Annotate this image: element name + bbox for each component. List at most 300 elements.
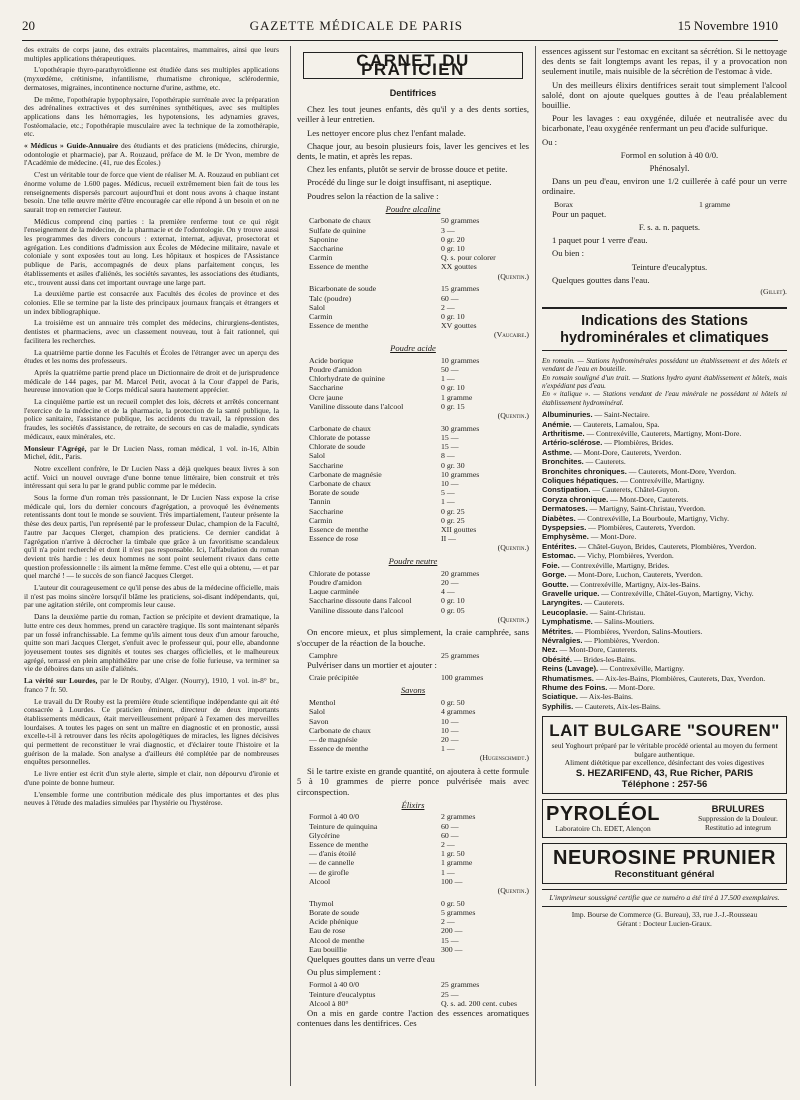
quantity: 50 — (441, 364, 459, 374)
paragraph: On encore mieux, et plus simplement, la craie camphrée, sans s'occuper de la réaction de la bouche. (297, 627, 529, 648)
station-places: — Saint-Christau. (588, 607, 646, 617)
quantity: 5 grammes (441, 907, 476, 917)
recipe-table (309, 698, 525, 753)
recipe-row (309, 424, 525, 433)
station-entry (542, 476, 787, 485)
quantity: 25 grammes (441, 980, 480, 990)
recipe-row (309, 365, 525, 374)
station-condition: Rhumatismes. (542, 673, 594, 683)
station-condition: Emphysème. (542, 532, 589, 542)
quantity: 0 gr. 10 (441, 596, 465, 606)
station-entry (542, 655, 787, 664)
station-entry (542, 438, 787, 447)
quantity: 0 gr. 05 (441, 605, 465, 615)
recipe-row (309, 497, 525, 506)
ingredient: Carbonate de chaux (309, 478, 371, 488)
station-places: — Châtel-Guyon, Brides, Cauterets, Plombières, Yverdon. (576, 541, 757, 551)
station-entry (542, 692, 787, 701)
ad-title: NEUROSINE PRUNIER (553, 846, 776, 869)
ingredient: Alcool de menthe (309, 935, 365, 945)
ingredient: Essence de menthe (309, 840, 369, 850)
ingredient: Saccharine (309, 244, 344, 254)
station-condition: Entérites. (542, 541, 577, 551)
ingredient: Chlorate de soude (309, 442, 366, 452)
recipe-table (309, 673, 525, 682)
ad-text: Aliment diététique par excellence, désinfectant des voies digestives (564, 758, 765, 768)
quantity: 20 — (441, 735, 459, 744)
recipe-row (309, 735, 525, 744)
paragraph: Les nettoyer encore plus chez l'enfant malade. (307, 127, 466, 138)
recipe-row (309, 321, 525, 330)
printer: Imp. Bourse de Commerce (G. Bureau), 33, rue J.-J.-Rousseau (571, 910, 758, 920)
paragraph: Dans un peu d'eau, environ une 1/2 cuillerée à café pour un verre ordinaire. (542, 176, 787, 197)
ingredient: Saccharine (309, 506, 344, 516)
paragraph: Ou plus simplement : (307, 967, 381, 978)
quantity: 0 gr. 50 (441, 698, 465, 708)
legend-item: En romain. — Stations hydrominérales possédant un établissement et des hôtels et vendant de l'eau en bouteille. (542, 356, 787, 374)
quantity: 300 — (441, 944, 463, 954)
ingredient: Alcool à 80° (309, 998, 349, 1008)
ingredient: Laque carminée (309, 587, 359, 597)
recipe-heading: Élixirs (401, 799, 425, 810)
station-condition: Goutte. (542, 579, 569, 589)
recipe-source: (Hugenschmidt.) (479, 753, 529, 763)
paragraph: La quatrième partie donne les Facultés et Écoles de l'étranger avec un aperçu des études et les noms des professeurs. (24, 347, 279, 366)
recipe-row (309, 303, 525, 312)
quantity: XV gouttes (441, 321, 477, 331)
paragraph: Ou : (542, 136, 558, 147)
paragraph: Quelques gouttes dans l'eau. (552, 274, 650, 285)
paragraph: La troisième est un annuaire très complet des médecins, chirurgiens-dentistes, dentistes et pharmaciens, avec un classement nouveau, tout à fait rationnel, qui facilitera les recherches. (24, 318, 279, 345)
ingredient: Ocre jaune (309, 392, 343, 402)
ingredient: Carbonate de chaux (309, 216, 371, 226)
ingredient: Craie précipitée (309, 673, 359, 683)
recipe-row (309, 707, 525, 716)
station-places: — Plombières, Yverdon. (582, 635, 660, 645)
carnet-title: CARNET DU PRATICIEN (303, 52, 523, 79)
station-places: — Salins-Moutiers. (592, 617, 655, 627)
station-places: — Mont-Dore, Luchon, Cauterets, Yverdon. (566, 570, 703, 580)
paragraph: essences agissent sur l'estomac en excitant sa sécrétion. Si le nettoyage des dents se fait longtemps avant les repas, il y a provocation non seulement inutile, mais nuisible de la sécrétion de l'estomac à vide. (542, 46, 787, 77)
station-entry (542, 457, 787, 466)
quantity: 0 gr. 10 (441, 311, 465, 321)
ingredient: Carmin (309, 515, 333, 525)
recipe-source: (Gillet). (760, 287, 787, 297)
ingredient: Salol (309, 451, 326, 461)
ingredient: Essence de menthe (309, 744, 369, 754)
recipe-row (309, 461, 525, 470)
paragraph: Médicus comprend cinq parties : la première renferme tout ce qui régit l'enseignement de la médecine, de la pharmacie et de l'odontologie. On y trouve aussi les programmes des divers concours : externat, internat, adjuvat, prosectorat et agrégation. Les conditions d'admission aux Écoles de Médecine militaire, navale et coloniale y sont exposées tout au long. Les hôpitaux et hospices de l'Assistance publique de Paris, accompagnés de deux plans parfaitement conçus, les établissements et asiles d'aliénés, les sociétés savantes, les associations des étudiants, etc., trouvent aussi dans cet important ouvrage une large part. (24, 216, 279, 287)
station-places: — Plombières, Cauterets, Yverdon. (586, 523, 696, 533)
station-entry (542, 570, 787, 579)
ad-text: seul Yoghourt préparé par le véritable procédé oriental au moyen du ferment bulgare authentique. (551, 741, 778, 759)
recipe-row (309, 596, 525, 605)
quantity: 25 grammes (441, 650, 480, 660)
recipe-source: (Quentin.) (497, 886, 529, 896)
ingredient: Bicarbonate de soude (309, 284, 377, 294)
ingredient: Borate de soude (309, 907, 360, 917)
paragraph: La cinquième partie est un recueil complet des lois, décrets et arrêtés concernant l'exercice de la médecine et de la pharmacie, la protection de la santé publique, la police sanitaire, l'assistance publique, les accidents du travail, la répression des fraudes, les sociétés d'assistance, de retraite, de secours en cas de maladie, syndicats médicaux, eaux minérales, etc. (24, 397, 279, 441)
ingredient: Formol à 40 0/0 (309, 812, 360, 822)
recipe-row (309, 284, 525, 293)
station-condition: Dermatoses. (542, 504, 588, 514)
ingredient: Saccharine (309, 383, 344, 393)
stations-title: Indications des Stations hydrominérales et climatiques (542, 307, 787, 351)
quantity: 1 gramme (441, 858, 473, 868)
stations-list (542, 410, 787, 711)
quantity: II — (441, 534, 456, 544)
quantity: 3 — (441, 225, 455, 235)
station-entry (542, 664, 787, 673)
paragraph: C'est un véritable tour de force que vient de réaliser M. A. Rouzaud en publiant cet énorme volume de 1.600 pages. Médicus, recueil extrêmement bien fait de tous les renseignements dispersés parcourt aujourd'hui et dont nous avons à chaque instant besoin. Une telle œuvre mérite d'être encouragée car elle répond à un besoin et on ne saurait trop en remercier l'auteur. (24, 170, 279, 214)
quantity: 60 — (441, 830, 459, 840)
recipe-row (309, 244, 525, 253)
recipe-row (309, 235, 525, 244)
station-entry (542, 627, 787, 636)
station-places: — Plombières, Brides. (602, 438, 674, 448)
recipe-source: (Quentin.) (497, 411, 529, 420)
station-entry (542, 523, 787, 532)
quantity: 5 — (441, 488, 455, 498)
station-places: — Contrexéville, Châtel-Guyon, Martigny, Vichy. (599, 588, 754, 598)
ingredient: Borax (554, 199, 574, 209)
column-right (535, 46, 787, 1086)
quantity: Q. s. ad. 200 cent. cubes (441, 998, 518, 1008)
recipe-table (309, 651, 525, 660)
recipe-row (309, 525, 525, 534)
paragraph: Teinture d'eucalyptus. (631, 261, 708, 272)
paragraph: Quelques gouttes dans un verre d'eau (307, 953, 435, 964)
ingredient: Chlorhydrate de quinine (309, 374, 385, 384)
station-places: — Contrexéville, Martigny, Aix-les-Bains. (568, 579, 701, 589)
quantity: 10 — (441, 716, 459, 726)
station-entry (542, 495, 787, 504)
station-places: — Mont-Dore, Cauterets. (608, 494, 689, 504)
station-entry (542, 617, 787, 626)
station-entry (542, 702, 787, 711)
recipe-row (309, 569, 525, 578)
page-number: 20 (22, 18, 35, 33)
quantity: 4 grammes (441, 707, 476, 717)
station-condition: Obésité. (542, 654, 572, 664)
ad-neurosine (542, 843, 787, 884)
recipe-row (309, 516, 525, 525)
ingredient: Essence de rose (309, 534, 359, 544)
ingredient: Saccharine (309, 460, 344, 470)
review-agrege (24, 445, 279, 462)
ingredient: Eau de rose (309, 926, 346, 936)
ad-pyroleol (542, 799, 787, 838)
paragraph: Ou bien : (552, 248, 584, 259)
station-condition: Laryngites. (542, 598, 583, 608)
station-entry (542, 580, 787, 589)
paragraph: L'auteur dit courageusement ce qu'il pense des abus de la médecine officielle, mais il n'est pas moins sincère lorsqu'il blâme les praticiens, soi-disant indépendants, qui, par une agitation stérile, ont compromis leur cause. (24, 583, 279, 610)
station-places: — Aix-les-Bains. (577, 692, 633, 702)
recipe-table (554, 200, 783, 209)
station-condition: Sciatique. (542, 692, 578, 702)
station-places: — Cauterets, Aix-les-Bains. (573, 701, 661, 711)
ingredient: Teinture d'eucalyptus (309, 989, 376, 999)
ingredient: — de cannelle (309, 858, 355, 868)
station-entry (542, 645, 787, 654)
quantity: 25 — (441, 989, 459, 999)
ingredient: Tannin (309, 497, 331, 507)
paragraph: 1 paquet pour 1 verre d'eau. (552, 235, 648, 246)
paragraph: Le livre entier est écrit d'un style alerte, simple et clair, non dépourvu d'ironie et d'une pointe de bonne humeur. (24, 769, 279, 787)
paragraph: De même, l'opothérapie hypophysaire, l'opothérapie surrénale avec la préparation des adrénalines extractives et des surrénines synthétiques, avec ses multiples applications dans les hémorragies, les hypotensions, les adynamies graves, l'ostéomalacie, etc.; l'opothérapie musculaire avec la technique de la zomothérapie, etc. (24, 94, 279, 139)
station-condition: Dyspepsies. (542, 523, 587, 533)
station-entry (542, 598, 787, 607)
station-places: — Cauterets, Châtel-Guyon. (590, 485, 680, 495)
quantity: 2 — (441, 302, 455, 312)
ingredient: Eau bouillie (309, 944, 347, 954)
quantity: 15 — (441, 442, 459, 452)
quantity: 15 — (441, 935, 459, 945)
recipe-source: (Vaucaire.) (494, 330, 529, 340)
ad-subtitle: BRULURES (711, 804, 765, 816)
station-places: — Mont-Dore. (588, 532, 637, 542)
ad-address: S. HEZARIFEND, 43, Rue Richer, PARIS (575, 767, 754, 779)
station-entry (542, 674, 787, 683)
station-condition: Gorge. (542, 570, 567, 580)
recipe-row (309, 383, 525, 392)
ingredient: Acide borique (309, 355, 354, 365)
imprint-note: L'imprimeur soussigné certifie que ce numéro a été tiré à 17.500 exemplaires. (549, 892, 780, 902)
quantity: Q. s. pour colorer (441, 253, 496, 263)
review-title: « Médicus » Guide-Annuaire (24, 141, 119, 151)
station-entry (542, 448, 787, 457)
recipe-source: (Quentin.) (497, 614, 529, 624)
station-condition: Coliques hépatiques. (542, 476, 619, 486)
quantity: 2 — (441, 917, 455, 927)
ingredient: Camphre (309, 650, 338, 660)
station-places: — Brides-les-Bains. (571, 654, 636, 664)
column-reviews (24, 46, 279, 1086)
quantity: 50 grammes (441, 216, 480, 226)
station-places: — Mont-Dore, Cauterets, Yverdon. (571, 447, 682, 457)
section-subtitle: Dentifrices (389, 88, 437, 99)
station-entry (542, 542, 787, 551)
paragraph: Poudres selon la réaction de la salive : (307, 190, 439, 201)
station-condition: Métrites. (542, 626, 574, 636)
station-condition: Bronchites. (542, 457, 584, 467)
paragraph: Pour les lavages : eau oxygénée, diluée et neutralisée avec du bicarbonate, l'eau oxygénée renfermant un peu d'acide sulfurique. (542, 113, 787, 134)
legend-item: En « italique ». — Stations vendant de l'eau minérale ne possédant ni hôtels ni établissement hydrominéral. (542, 390, 787, 407)
quantity: 8 — (441, 451, 455, 461)
recipe-row (554, 200, 783, 209)
recipe-table (309, 216, 525, 271)
divider (542, 906, 787, 907)
paragraph: Dans la deuxième partie du roman, l'action se précipite et devient dramatique, la lutte entre ces deux hommes, prend un caractère tragique. Ils sont maintenant séparés par un fossé infranchissable. La femme qu'ils aiment tous deux d'un amour farouche, quitte son mari Jacques Clerget, s'enfuit avec le professeur qui, pour elle, abandonne joyeusement toutes ses dignités et toutes ses charges officielles, et le malheureux agrégé, terrassé en plein amphithéâtre par une crise de folie furieuse, va terminer sa vie de déboires dans un asile d'aliénés. (24, 612, 279, 674)
station-condition: Syphilis. (542, 701, 574, 711)
station-places: — Plombières, Yverdon, Salins-Moutiers. (573, 626, 703, 636)
station-places: — Mont-Dore, Cauterets. (557, 645, 638, 655)
station-entry (542, 551, 787, 560)
station-places: — Martigny, Saint-Christau, Yverdon. (587, 504, 706, 514)
quantity: 0 gr. 30 (441, 460, 465, 470)
recipe-row (309, 717, 525, 726)
ad-title: LAIT BULGARE "SOUREN" (549, 721, 780, 741)
recipe-row (309, 606, 525, 615)
ingredient: Essence de menthe (309, 321, 369, 331)
recipe-table (309, 424, 525, 544)
recipe-row (309, 999, 525, 1008)
station-condition: Constipation. (542, 485, 591, 495)
recipe-row (309, 868, 525, 877)
station-entry (542, 532, 787, 541)
quantity: 2 — (441, 840, 455, 850)
paragraph: Phénosalyl. (649, 163, 690, 174)
ingredient: — de magnésie (309, 735, 358, 744)
station-entry (542, 467, 787, 476)
issue-date: 15 Novembre 1910 (677, 18, 778, 33)
review-title: Monsieur l'Agrégé, (24, 443, 87, 453)
paragraph: Chez les tout jeunes enfants, dès qu'il y a des dents sorties, veiller à leur entretien. (297, 104, 529, 125)
ingredient: Thymol (309, 898, 334, 908)
ingredient: Essence de menthe (309, 524, 369, 534)
quantity: 1 gramme (441, 392, 473, 402)
paragraph: Chaque jour, au besoin plusieurs fois, laver les gencives et les dents, le matin, et après les repas. (297, 140, 529, 161)
ad-text: Suppression de la Douleur. Restitutio ad integrum (698, 814, 778, 832)
paragraph: Procédé du linge sur le doigt insuffisant, ni aseptique. (307, 177, 492, 188)
recipe-row (309, 374, 525, 383)
recipe-row (309, 936, 525, 945)
paragraph: La deuxième partie est consacrée aux Facultés des écoles de province et des colonies. Elle se termine par la liste des principaux journaux français et étrangers et un index bibliographique. (24, 289, 279, 316)
station-condition: Gravelle urique. (542, 588, 600, 598)
quantity: 10 grammes (441, 469, 480, 479)
gerant: Gérant : Docteur Lucien-Graux. (617, 918, 712, 928)
quantity: 60 — (441, 821, 459, 831)
ingredient: Salol (309, 302, 326, 312)
station-condition: Reins (Lavage). (542, 664, 599, 674)
quantity: 1 gramme (699, 199, 731, 209)
station-places: — Cauterets. (582, 598, 625, 608)
ingredient: Carmin (309, 253, 333, 263)
ingredient: Carmin (309, 311, 333, 321)
station-places: — Mont-Dore. (607, 682, 655, 692)
paragraph: F. s. a. n. paquets. (638, 222, 701, 233)
recipe-table (309, 812, 525, 886)
ingredient: Glycérine (309, 830, 340, 840)
quantity: 0 gr. 25 (441, 506, 465, 516)
recipe-row (309, 908, 525, 917)
ingredient: Saponine (309, 234, 339, 244)
ingredient: Carbonate de magnésie (309, 469, 382, 479)
station-entry (542, 636, 787, 645)
paragraph: Le travail du Dr Rouby est la première étude scientifique indépendante qui ait été consacrée à Lourdes. Ce praticien éminent, directeur de deux importants établissements médicaux, était merveilleusement préparé à l'examen des merveilles lourdaises. A toutes les pages on sent un maître en diagnostic et en pronostic, aussi excelle-t-il à retrouver dans les récits apologétiques de miracles, les lignes décisives qui permettent de reconstituer le vrai diagnostic, et d'éclairer toute l'histoire et la guérison de la malade. Son analyse a d'ailleurs été complétée par de nombreuses enquêtes personnelles. (24, 696, 279, 767)
station-condition: Arthritisme. (542, 429, 585, 439)
paragraph: Un des meilleurs élixirs dentifrices serait tout simplement l'alcool salolé, dont on ajoute quelques gouttes à de l'eau préalablement bouillie. (542, 79, 787, 111)
quantity: 1 — (441, 374, 455, 384)
quantity: 10 grammes (441, 355, 480, 365)
quantity: 1 — (441, 497, 455, 507)
divider (542, 889, 787, 890)
station-condition: Anémie. (542, 419, 572, 429)
quantity: 0 gr. 10 (441, 383, 465, 393)
ingredient: Formol à 40 0/0 (309, 980, 360, 990)
station-entry (542, 504, 787, 513)
recipe-row (309, 744, 525, 753)
ingredient: Poudre d'amidon (309, 577, 362, 587)
ingredient: Savon (309, 716, 329, 726)
ingredient: Menthol (309, 698, 336, 708)
ingredient: Poudre d'amidon (309, 364, 362, 374)
ad-text: Laboratoire Ch. EDET, Alençon (555, 823, 651, 833)
quantity: 0 gr. 10 (441, 244, 465, 254)
quantity: 2 grammes (441, 812, 476, 822)
quantity: 100 grammes (441, 673, 484, 683)
page-header (22, 18, 778, 41)
ingredient: Teinture de quinquina (309, 821, 378, 831)
recipe-row (309, 262, 525, 271)
recipe-row (309, 356, 525, 365)
quantity: 1 gr. 50 (441, 849, 465, 859)
station-places: — Saint-Nectaire. (592, 410, 650, 420)
recipe-row (309, 587, 525, 596)
station-places: — Aix-les-Bains, Plombières, Cauterets, Dax, Yverdon. (593, 673, 766, 683)
recipe-row (309, 402, 525, 411)
recipe-row (309, 470, 525, 479)
recipe-row (309, 393, 525, 402)
quantity: 60 — (441, 293, 459, 303)
station-entry (542, 589, 787, 598)
ad-phone: Téléphone : 257-56 (621, 778, 708, 790)
review-lourdes (24, 677, 279, 694)
recipe-source: (Quentin.) (497, 271, 529, 281)
recipe-row (309, 578, 525, 587)
quantity: 1 — (441, 867, 455, 877)
recipe-row (309, 812, 525, 821)
recipe-row (309, 534, 525, 543)
recipe-heading: Poudre neutre (388, 556, 438, 567)
stations-legend (542, 357, 787, 407)
recipe-row (309, 488, 525, 497)
recipe-row (309, 698, 525, 707)
ingredient: Borate de soude (309, 488, 360, 498)
station-places: — Contrexéville, Cauterets, Martigny, Mont-Dore. (584, 429, 742, 439)
paragraph: Sous la forme d'un roman très passionnant, le Dr Lucien Nass expose la crise médicale qui, lors du dernier concours d'agrégation, a provoqué les événements retentissants dont tout le monde se souvient. Très impartialement, l'auteur présente la thèse des deux partis, l'un représenté par le professeur Dulac, champion de la Faculté, l'autre par Jacques Clerget, champion des praticiens. Ce dernier candidat à l'agrégation n'arrive à décrocher la timbale que grâce à un favoritisme scandaleux qu'il n'a point recherché et dont il n'est pas responsable. Ici, l'affabulation du roman devient très hardie : les deux hommes ne sont point seulement rivaux dans cette question professionnelle : ils aiment la même femme. C'est elle qui a obtenu, — et par quel marché ! — le succès de son fiancé Jacques Clerget. (24, 493, 279, 581)
recipe-row (309, 507, 525, 516)
recipe-row (309, 945, 525, 954)
recipe-table (309, 980, 525, 1008)
recipe-row (309, 831, 525, 840)
quantity: 0 gr. 50 (441, 898, 465, 908)
station-places: — Cauterets, Mont-Dore, Yverdon. (626, 466, 737, 476)
recipe-row (309, 858, 525, 867)
station-condition: Nez. (542, 645, 558, 655)
station-condition: Foie. (542, 560, 560, 570)
ingredient: Acide phénique (309, 917, 359, 927)
station-condition: Asthme. (542, 447, 572, 457)
station-places: — Cauterets, Lamalou, Spa. (571, 419, 660, 429)
quantity: XII gouttes (441, 524, 477, 534)
station-entry (542, 429, 787, 438)
station-places: — Contrexéville, La Bourboule, Martigny, Vichy. (575, 513, 729, 523)
recipe-row (309, 980, 525, 989)
recipe-heading: Poudre acide (390, 343, 436, 354)
station-condition: Bronchites chroniques. (542, 466, 627, 476)
recipe-row (309, 294, 525, 303)
recipe-row (309, 216, 525, 225)
paragraph: Après la quatrième partie prend place un Dictionnaire de droit et de jurisprudence médicale de 144 pages, par M. Marcel Petit, avocat à la Cour d'appel de Paris, heureuse innovation que le Corps médical saura hautement apprécier. (24, 367, 279, 395)
station-places: — Contrexéville, Martigny, Brides. (559, 560, 670, 570)
recipe-heading: Savons (400, 685, 426, 696)
recipe-table (309, 356, 525, 411)
station-entry (542, 514, 787, 523)
recipe-row (309, 451, 525, 460)
recipe-row (309, 849, 525, 858)
ad-text: Reconstituant général (614, 868, 715, 880)
